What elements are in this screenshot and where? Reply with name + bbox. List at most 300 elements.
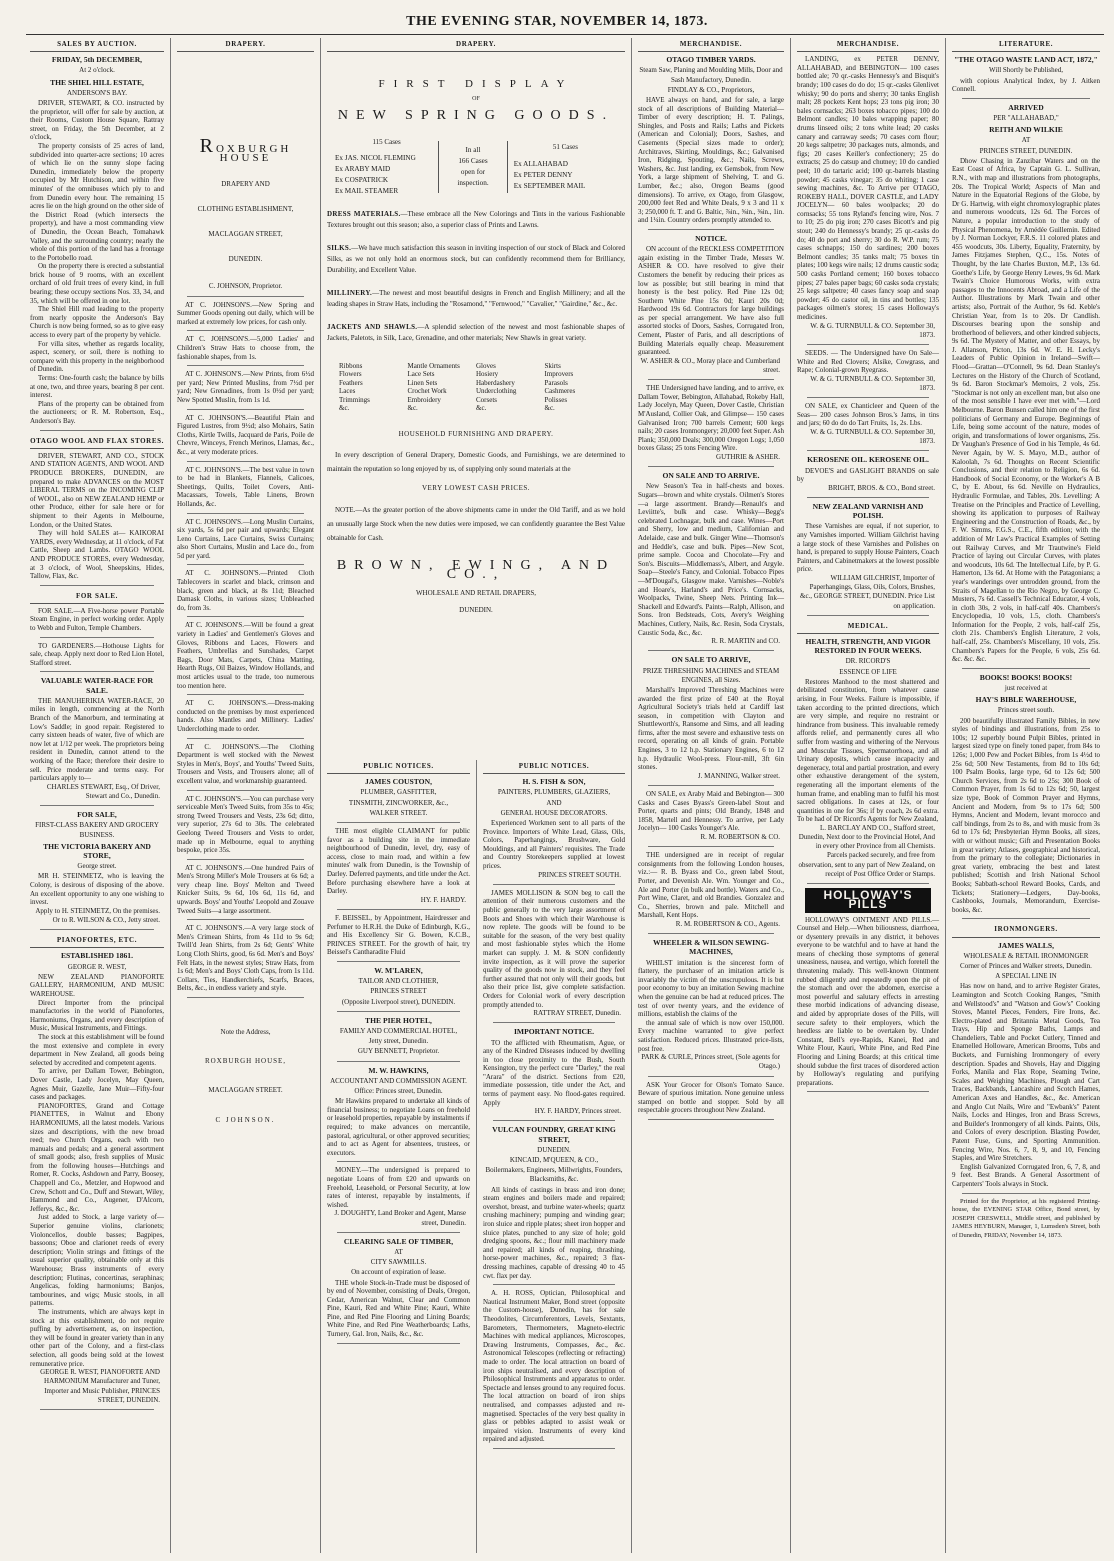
ad-signature: PRINCES STREET SOUTH. <box>538 870 621 879</box>
advertisement <box>797 637 939 879</box>
ad-subtitle: George street. <box>77 862 117 871</box>
ad-line: DUNEDIN. <box>228 255 263 264</box>
paragraph-text: —These embrace all the New Colorings and Tints in the various Fashionable Textures brought out this season; also, a superior class of Prints and Lawns. <box>327 210 625 230</box>
ad-text: Plans of the property can be obtained from the auctioneers; or R. M. Robertson, Esq., Anderson's Bay. <box>30 399 164 425</box>
ad-text: These Varnishes are equal, if not superior, to any Varnishes imported. William Gilchrist having a large stock of these Varnishes and Polishes on hand, is prepared to supply House Painters, Coach Painters, and Cabinetmakers at the lowest possible price. <box>797 522 939 574</box>
ad-divider <box>337 822 460 823</box>
johnson-ad: AT C. JOHNSON'S.—New Spring and Summer Goods opening out daily, which will be marked at extremely low prices, for cash only. <box>177 300 314 326</box>
ad-subtitle: AT <box>394 1247 403 1256</box>
ad-title: H. S. FISH & SON, <box>522 777 586 787</box>
ad-text: JAMES MOLLISON & SON beg to call the attention of their numerous customers and the public generally to the very large assortment of Boots and Shoes with which their Warehouse is now replete. The goods will be found to be suitable for the season, of the very best quality and most fashionable styles which the Home market can supply. J. M. & SON confidently invite inspection, as it will prove the superior quality of the goods now in stock, and they feel further assured that not only will their goods, but also their price list, give complete satisfaction. Orders for Colonial work of every description promptly attended to. <box>483 888 625 1009</box>
ad-text: the annual sale of which is now over 150,000. Every machine warranted to give perfect satisfaction. Reduced prices. Illustrated price-lists, post free. <box>638 1018 784 1053</box>
ad-title: KEROSENE OIL. KEROSENE OIL. <box>807 455 929 465</box>
ad-signature: HY. F. HARDY. <box>420 895 466 904</box>
item-name: &c. <box>407 404 418 413</box>
household-text: In every description of General Drapery, Domestic Goods, and Furnishings, we are determined to maintain the reputation so long enjoyed by us, of supplying only sound materials at the <box>327 450 625 473</box>
item-name: Trimmings <box>339 395 370 404</box>
ad-subtitle: GUY BENNETT, Proprietor. <box>357 1047 440 1056</box>
item-name: Hosiery <box>476 370 499 379</box>
ad-text: WHILST imitation is the sincerest form of flattery, the purchaser of an imitation article is invariably the victim of the unscrupulous. It is but poor economy to buy an imitation Sewing machine when the genuine can be had at reduced prices. The test of over twenty years, and the evidence of millions, establish the claims of the <box>638 958 784 1019</box>
item-name: Polisses <box>544 395 568 404</box>
item-name: Skirts <box>544 362 561 371</box>
ad-text: Restores Manhood to the most shattered and debilitated constitution, from whatever cause arising, in Four Weeks. Failure is impossible, if taken according to the printed directions, which are very simple, and require no restraint or hindrance from business. This invaluable remedy affords relief, and permanently cures all who suffer from wasting and withering of the Nervous and Muscular Tissues, Spermatorrhoea, and all Urinary deposits, which cause incapacity and degeneracy, total and partial prostration, and every other exhaustive derangement of the system, regenerating all the important elements of the human frame, and enabling man to fulfil his most sacred obligations. In cases at 12s, or four quantities in one for 36s; if by coach, 2s 6d extra. To be had of Dr Ricord's Agents for New Zealand, <box>797 677 939 824</box>
ad-divider <box>648 229 774 230</box>
section-heading: PUBLIC NOTICES. <box>483 760 625 774</box>
section-heading: MERCHANDISE. <box>638 38 784 52</box>
ad-text: New Season's Tea in half-chests and boxes. Sugars—brown and white crystals. Oilmen's Stores—a large assortment. Brandy—Renault's and Leviitte's, bulk and case. Whisky—Begg's celebrated Lochnagar, bulk and case. Wines—Port and Sherry, low and medium, Californian and Adelaide, case and bulk. Ginger Wine—Thomson's and Heddle's, case and bulk. Pipes—New Scot, prime sample. Cocoa and Chocolate—Fry and Son's. Biscuits—Middlemass's, Albert, and Argyle. Soap—Steele's Fancy, and Colonial. Tobacco Pipes—M'Dougal's, Glasgow make. Varnishes—Noble's and Hoare's, Harland's and Price's. Cornsacks, Woolpacks, Twine, Sheep Nets. Printing Ink—Shackell and Edward's. Paints—Ralph, Allison, and Sons. Iron Bedsteads, Cots, Avery's Weighing Machines, Cutlery, Nails, &c. Resin, Soda Crystals, Caustic Soda, &c., &c. <box>638 482 784 637</box>
ad-subtitle: PRINCES STREET <box>370 987 427 996</box>
column-public-notices-a <box>321 760 476 1553</box>
ad-title: ON SALE TO ARRIVE, <box>671 655 751 665</box>
item-name: Parasols <box>544 378 568 387</box>
ad-subtitle: GENERAL HOUSE DECORATORS. <box>500 808 608 817</box>
ad-subtitle: FINDLAY & CO., Proprietors, <box>667 85 755 94</box>
first-display-heading: FIRST DISPLAY <box>378 78 574 91</box>
item-name: Haberdashery <box>476 378 515 387</box>
ad-line: Note the Address, <box>220 1028 271 1036</box>
ad-signature: R. M. ROBERTSON & CO. <box>700 833 780 842</box>
ad-signature: BRIGHT, BROS. & CO., Bond street. <box>828 483 935 492</box>
ad-divider <box>807 344 929 345</box>
ad-text: On the property there is erected a substantial brick house of 9 rooms, with an excellent orchard of old fruit trees of every kind, in full bearing; these occupy sections Nos. 33, 34, and 35, which will be offered in one lot. <box>30 262 164 305</box>
ad-signature: CHARLES STEWART, Esq., Of Driver, Stewart and Co., Dunedin. <box>46 782 160 800</box>
ad-subtitle: AND <box>546 798 562 807</box>
ad-signature: L. BARCLAY AND CO., Stafford street, Dunedin, Next door to the Provincial Hotel, And in every other Province from all Chemists. Parcels packed securely, and free from observation, sent to any part of New Zealand, on receipt of Post Office Order or Stamps. <box>798 823 935 878</box>
advertisement <box>30 607 164 633</box>
ad-divider <box>187 564 304 565</box>
ad-text: Dhow Chasing in Zanzibar Waters and on the East Coast of Africa, by Captain G. L. Sullivan, R.N., with map and illustrations from photographs, 20s. The Tropical World; Aspects of Man and Nature in the Equatorial Regions of the Globe, by Dr G. Hartwig, with eight chromoxylographic plates and numerous woodcuts, 12s 6d. The Forces of Nature, a popular introduction to the study of Physical Phenomena, by Amédée Guillemin. Edited by J. Norman Lockyer, F.R.S. 11 colored plates and 455 woodcuts, 30s. Liberty, Equality, Fraternity, by James Fitzjames Stephen, Q.C., 15s. Notes of Thought, by the late Charles Buxton, M.P., 13s 6d. Goethe's Life, by George Henry Lewes, 9s 6d. Mark Twain's Choice Humorous Works, with extra passages to the Innocents Abroad, and a Life of the Author. Illustrations by Mark Twain and other artists; also, Portrait of the Author, 9s 6d. Keble's Christian Year, from 1s to 20s. Dr Candlish. Discourses bearing upon the sonship and brotherhood of believers, and other kindred subjects, 9s 6d. The Mystery of Matter, and other Essays, by J. Allanson, Picton, 13s 6d. W. E. H. Lecky's Leaders of Public Opinion in Ireland—Swift—Flood—Grattan—O'Connell, 9s 6d. Dean Stanley's Lectures on the History of the Church of Scotland, 9s 6d. Baron Stockmar's Memoirs, 2 vols, 25s. "Stockmar is not only an excellent man, but also one of the most sensible I have ever met with."—Lord Melbourne. Baron Bunsen called him one of the first politicians of Germany and Europe. Beginnings of Life, being some account of the nature, modes of origin, and transformations of lower organisms, 25s. Dr Vaughan's Presence of God in his Temple, 4s 6d. Never Again, by W. S. Mayo, M.D., author of Kaloolah, 7s 6d. Thoughts on Recent Scientific Conclusions, and their relation to Religion, 6s 6d. Handbook of Social Economy, or the Worker's A B C, by E. About, 6s 6d. Neville on Hydraulics, Hydraulic Formulae, and Tables, 20s. Levelling: A Treatise on the Principles and Practice of Levelling, showing its application to purposes of Railway Engineering and the Construction of Roads, &c., by F. W. Simms, F.G.S., C.E., fifth edition; with the addition of Mr Law's Practical Examples of Setting out Railway Curves, and Mr Trautwine's Field Practice of laying out Circular Curves, with plates and woodcuts, 10s 6d. The Intellectual Life, by P. G. Hamerton, 13s 6d. At Home with the Patagonians; a year's wanderings over untrodden ground, from the Straits of Magellan to the Rio Negro, by George C. Musters, 7s 6d. Cassell's Technical Educator, 4 vols, in cloth 30s, 2 vols, in half-calf 40s. Chambers's Encyclopedia, 10 vols, 1.5, cloth. Chambers's Information for the People, 2 vols, half-calf 25s, cloth 21s. Chambers's English Literature, 2 vols, half-calf, 25s. Chambers's Miscellany, 10 vols, 25s. Chambers's Papers for the People, 6 vols, 25s 6d. &c. &c. &c. <box>952 156 1100 664</box>
ad-title: FOR SALE, <box>77 810 117 820</box>
ad-text: DEVOE'S and GASLIGHT BRANDS on sale by <box>797 466 939 484</box>
ad-subtitle: AT <box>1021 136 1031 145</box>
ad-divider <box>962 668 1090 669</box>
shipments-right <box>508 143 617 191</box>
ad-divider <box>648 1119 774 1120</box>
advertisement <box>327 966 470 1007</box>
column-merchandise-a <box>632 38 790 1553</box>
ad-text: THE MANUHERIKIA WATER-RACE, 20 miles in length, commencing at the North Branch of the Manorburn, and terminating at Low's Saddle; in good repair. Registered to carry sixteen heads of water, five of which are now let at 1/12 per week. The proprietors being resident in Dunedin, cannot attend to the working of the Race; therefore their desire to sell. Price moderate and terms easy. For particulars apply to— <box>30 696 164 783</box>
johnson-ad: AT C. JOHNSON'S.—You can purchase very serviceable Men's Tweed Suits, from 35s to 45s; strong Tweed Trousers and Vests, 23s 6d; ditto, very superior, 27s 6d to 30s. The celebrated Geelong Tweed Trousers and Vests to order, made up in Melbourne, equal to anything bespoke, price 35s. <box>177 794 314 855</box>
column-literature <box>946 38 1106 1553</box>
item-name: Laces <box>339 387 356 396</box>
ad-subtitle: PLUMBER, GASFITTER, <box>360 788 437 797</box>
advertisement <box>30 642 164 668</box>
ad-signature: Apply to H. STEINMETZ, On the premises. Or to R. WILSON & CO., Jetty street. <box>35 906 160 924</box>
item-name: Corsets <box>476 395 497 404</box>
ship-name: Ex SEPTEMBER MAIL <box>513 181 586 190</box>
cases-box-line: In all <box>465 146 481 155</box>
ad-divider <box>337 1232 460 1233</box>
item-name: Embroidery <box>407 395 441 404</box>
ad-divider <box>493 1022 615 1023</box>
ad-subtitle: ESSENCE OF LIFE <box>839 667 897 676</box>
ad-divider <box>187 616 304 617</box>
ad-text: SEEDS. — The Undersigned have On Sale— White and Red Clovers; Alsike, Cowgrass, and Rape; Colonial-grown Ryegrass. <box>797 349 939 375</box>
advertisement <box>638 384 784 462</box>
ship-name: Ex ARABY MAID <box>335 165 391 174</box>
ad-divider <box>962 1193 1090 1194</box>
shipments-block <box>327 138 625 197</box>
ad-subtitle: DR. RICORD'S <box>845 657 891 666</box>
ad-text: They will hold SALES at— KAIKORAI YARDS, every Wednesday, at 11 o'clock, of Fat Cattle, Sheep and Lambs. OTAGO WOOL AND PRODUCE STORES, every Wednesday, at 3 o'clock, of Wool, Sheepskins, Hides, Tallow, Flax, &c. <box>30 529 164 581</box>
advertisement <box>483 1027 625 1116</box>
ad-divider <box>962 918 1090 919</box>
ad-subtitle: (Opposite Liverpool street), DUNEDIN. <box>341 997 456 1006</box>
ships-list <box>335 153 438 197</box>
item-name: &c. <box>339 404 350 413</box>
johnson-ad: AT C. JOHNSON'S.—Will be found a great variety in Ladies' and Gentlemen's Gloves and Gloves, Ribbons and Laces, Flowers and Feathers, Umbrellas and Sunshades, Carpet Bags, Door Mats, Carpets, China Matting, Hearth Rugs, Oil Baizes, Window Hollands, and most articles usual to the trade, too numerous too mention here. <box>177 621 314 690</box>
johnson-ad: AT C. JOHNSON'S.—The best value in town to be had in Blankets, Flannels, Calicoes, Sheetings, Quilts, Toilet Covers, Anti-Macassars, Towels, Table Linens, Brown Hollands, &c. <box>177 465 314 508</box>
johnson-ad: AT C. JOHNSON'S.—Dress-making conducted on the premises by most experienced hands. Also Mantles and Millinery. Ladies' Underclothing made to order. <box>177 699 314 733</box>
ad-subtitle: DUNEDIN. <box>537 1145 571 1154</box>
ad-text: MR H. STEINMETZ, who is leaving the Colony, is desirous of disposing of the above. An excellent opportunity to any one wishing to invest. <box>30 872 164 907</box>
item-name: &c. <box>544 404 555 413</box>
ad-subtitle: A SPECIAL LINE IN <box>995 972 1057 981</box>
ad-title: NEW ZEALAND VARNISH AND POLISH. <box>812 501 924 521</box>
ad-title: VULCAN FOUNDRY, GREAT KING STREET, <box>492 1125 616 1144</box>
advertisement <box>483 889 625 1019</box>
items-column <box>545 362 614 412</box>
ad-title: BOOKS! BOOKS! BOOKS! <box>979 672 1073 682</box>
ad-title: M. W. HAWKINS, <box>368 1065 429 1075</box>
drapery-paragraph <box>327 243 625 276</box>
ad-divider <box>187 330 304 331</box>
ad-divider <box>493 1120 615 1121</box>
advertisement <box>797 55 939 340</box>
advertisement <box>797 455 939 493</box>
ad-divider <box>187 694 304 695</box>
note-address-ad <box>177 1028 314 1125</box>
ad-divider <box>337 1011 460 1012</box>
ad-signature: W. ASHER & CO., Moray place and Cumberland street. <box>640 356 780 375</box>
advertisement <box>638 655 784 781</box>
ad-title: JAMES COUSTON, <box>365 777 432 787</box>
item-name: Crochet Work <box>407 387 447 396</box>
advertisement <box>797 502 939 611</box>
ad-subtitle: TINSMITH, ZINCWORKER, &c., <box>348 798 449 807</box>
ad-divider <box>337 1061 460 1062</box>
ad-subtitle: just received at <box>1004 684 1048 693</box>
ad-divider <box>187 461 304 462</box>
ad-line: C JOHNSON. <box>215 1115 276 1124</box>
ad-signature: PARK & CURLE, Princes street, (Sole agents for Otago.) <box>641 1053 780 1071</box>
ad-title: HAY'S BIBLE WAREHOUSE, <box>975 695 1077 705</box>
johnson-ad: AT C. JOHNSON'S.—Printed Cloth Tablecovers in scarlet and black, crimson and black, green and black, at 8s 11d; Bleached Damask Cloths, in various sizes; Unbleached do, from 3s. <box>177 569 314 612</box>
advertisement <box>638 55 784 225</box>
ad-divider <box>187 296 304 297</box>
column-public-notices-b <box>477 760 631 1553</box>
ad-title: "THE OTAGO WASTE LAND ACT, 1872," <box>954 55 1098 65</box>
ad-title: FRIDAY, 5th DECEMBER, <box>51 55 143 65</box>
ad-divider <box>40 1409 154 1410</box>
paragraph-text: —The newest and most beautiful designs in French and English Millinery; and all the leading shapes in Straw Hats, including the "Rosamond," "Fernwood," "Cavalier," "Gairdine," &c., &c. <box>327 289 625 309</box>
ad-divider <box>187 919 304 920</box>
ad-signature: R. M. ROBERTSON & CO., Agents. <box>675 919 780 928</box>
ad-signature: J. DOUGHTY, Land Broker and Agent, Manse street, Dunedin. <box>334 1209 466 1227</box>
ad-divider <box>807 397 929 398</box>
ad-text: For villa sites, whether as regards locality, aspect, scenery, or soil, there is nothing to compare with this property in the neighborhood of Dunedin. <box>30 339 164 374</box>
ad-text: All kinds of castings in brass and iron done; steam engines and boilers made and repaired; overshot, breast, and turbine water-wheels; quartz crushing machinery; pumping and winding gear; iron sluice and ripple plates; sheet iron hopper and sluice plates, punched to any size of hole; gold dredging spoons, &c.; flour mill machinery made and repaired; all kinds of reaping, thrashing, horse-power machines, &c., repaired; 3 flax-dressing machines, capable of dressing 40 to 45 cwt. flax per day. <box>483 1185 625 1280</box>
ship-name: Ex MAIL STEAMER <box>335 187 399 196</box>
ad-divider <box>493 1284 615 1285</box>
shipments-left <box>335 138 438 197</box>
ad-subtitle: Jetty street, Dunedin. <box>368 1037 429 1046</box>
ad-signature: WILLIAM GILCHRIST, Importer of Paperhangings, Glass, Oils, Colors, Brushes, &c., GEORGE STREET, DUNEDIN. Price List on application. <box>800 573 935 610</box>
ad-subtitle: At 2 o'clock. <box>79 66 115 75</box>
ad-divider <box>337 1161 460 1162</box>
advertisement <box>30 951 164 1405</box>
item-name: Mantle Ornaments <box>407 362 460 371</box>
ad-text: FOR SALE.—A Five-horse power Portable Steam Engine, in perfect working order. Apply to Webb and Fulton, Temple Chambers. <box>30 606 164 633</box>
ad-subtitle: PRIZE THRESHING MACHINES and STEAM ENGINES, all Sizes. <box>642 666 780 684</box>
ad-text: THE whole Stock-in-Trade must be disposed of by end of November, consisting of Deals, Oregon, Cedar, American Walnut, Clear and Common Pine, Kauri, Red and White Pine; Kauri, White Pine, and Red Pine Flooring and Lining Boards; White Pine, and Red Pine Weatherboards; Laths, Turnery, Gal. Iron, Nails, &c., &c. <box>327 1278 470 1339</box>
section-heading: FOR SALE. <box>30 590 164 604</box>
cases-count: 51 Cases <box>552 143 578 152</box>
ad-divider <box>337 1343 460 1344</box>
ad-text: The Shiel Hill road leading to the property from nearly opposite the Anderson's Bay Church is now being formed, so as to give easy access to every part of the property by vehicle. <box>30 305 164 340</box>
ad-divider <box>337 909 460 910</box>
item-name: &c. <box>476 404 487 413</box>
household-heading: HOUSEHOLD FURNISHING AND DRAPERY. <box>398 430 554 439</box>
ad-text: The instruments, which are always kept in stock at this establishment, do not require puffing by advertisement, as, on inspection, they will be found in greater variety than in any other part of the Colony, and a first-class selection, all goods being sold at the lowest remunerative price. <box>30 1307 164 1368</box>
ad-divider <box>40 671 154 672</box>
ad-line: MACLAGGAN STREET. <box>208 1086 283 1095</box>
ship-name: Ex PETER DENNY <box>513 170 573 179</box>
ad-text: TO the afflicted with Rheumatism, Ague, or any of the Kindred Diseases induced by dwelling in too close proximity to the Bush, South Kensington, try the perfect cure "Darley," the real "Arara" of the district. Sections from £20, immediate possession, title under the Act, and terms of payment easy. No flood-gates required. Apply <box>483 1038 625 1107</box>
ad-title: HEALTH, STRENGTH, AND VIGOR RESTORED IN FOUR WEEKS. <box>805 636 931 656</box>
ad-divider <box>40 430 154 431</box>
ad-divider <box>648 466 774 467</box>
advertisement <box>30 676 164 801</box>
ad-title: ROXBURGH HOUSE <box>199 135 292 165</box>
johnson-ad: AT C. JOHNSON'S.—One hundred Pairs of Men's Strong Miller's Mole Trousers at 6s 6d; a very cheap line. Boys' Melton and Tweed Knicker Suits, 9s 6d, 10s 6d, 11s 6d, and upwards. Boys' and Youths' Leopold and Zouave Tweed Suits—a large assortment. <box>177 863 314 915</box>
ad-divider <box>807 615 929 616</box>
new-spring-heading: NEW SPRING GOODS. <box>337 107 615 123</box>
johnson-ad: AT C. JOHNSON'S.—New Prints, from 6½d per yard; New Printed Muslins, from 7½d per yard; New Grenadines, from 1s 0½d per yard; New Spotted Muslin, from 1s 1d. <box>177 370 314 404</box>
ad-signature: W. & G. TURNBULL & CO. September 30, 1873. <box>810 321 935 339</box>
ad-signature: R. R. MARTIN and CO. <box>711 637 780 646</box>
ad-title: IMPORTANT NOTICE. <box>513 1027 595 1037</box>
ad-signature: HY. F. HARDY, Princes street. <box>534 1107 621 1116</box>
item-name: Ribbons <box>339 362 363 371</box>
ad-text: To arrive, per Dallam Tower, Bebington, Dover Castle, Lady Jocelyn, May Queen, Agnes Muir, Gazelle, Jane Muir—Fifty-four cases and packages. <box>30 1067 164 1102</box>
advertisement <box>30 810 164 925</box>
ad-divider <box>648 1076 774 1077</box>
advertisement <box>327 1166 470 1227</box>
advertisement <box>952 673 1100 914</box>
ad-subtitle: Office: Princes street, Dunedin. <box>354 1086 443 1095</box>
item-name: Cashmeres <box>544 387 576 396</box>
column-drapery-brown-ewing <box>321 38 631 758</box>
drapery-paragraph <box>327 288 625 310</box>
masthead: THE EVENING STAR, NOVEMBER 14, 1873. <box>406 14 708 29</box>
ad-text: HOLLOWAY'S OINTMENT AND PILLS.—Counsel and Help.—When biliousness, diarrhoea, or dysentery prevails in any district, it behoves everyone to be watchful and to have at hand the means of checking those symptoms of general uneasiness, nausea, and vertigo, which foretell the threatening malady. This well-known Ointment rubbed diligently and repeatedly upon the pit of the stomach and over the abdomen, exercise a most powerful and salutary effects in arresting these morbid indications of advancing disease, and aided by appropriate doses of the Pills, will secure safety to their employers, which the heedless are liable to be overtaken by. Under Constant, Bell's eye-Rapids, Kanei, Red and White Flour, Kauri, White Pine, and Red Pine Flooring and Lining Boards; at this critical time should subdue the first traces of disordered action by Holloway's regulating and purifying preparations. <box>797 915 939 1087</box>
column-merchandise-b <box>791 38 945 1553</box>
ad-title: ON SALE AND TO ARRIVE. <box>662 471 760 481</box>
ad-text: ASK Your Grocer for Olson's Tomato Sauce. Beware of spurious imitation. None genuine unless stamped on bottle and stopper. Sold by all respectable grocers throughout New Zealand. <box>638 1080 784 1115</box>
items-column <box>408 362 477 412</box>
ad-title: OTAGO TIMBER YARDS. <box>666 55 756 65</box>
ad-divider <box>807 450 929 451</box>
printer-imprint: Printed for the Proprietor, at his registered Printing-house, the EVENING STAR Office, Bond street, by JOSEPH CRESWELL, Middle street, and published by JAMES HEYBURN, Manager, 1, Lumsden's Street, both of Dunedin, FRIDAY, November 14, 1873. <box>952 1197 1100 1239</box>
ad-subtitle: Princes street south. <box>997 706 1055 715</box>
ad-subtitle: FIRST-CLASS BAKERY AND GROCERY BUSINESS. <box>35 821 159 839</box>
advertisement <box>797 402 939 446</box>
ad-divider <box>493 1448 615 1449</box>
section-heading: PIANOFORTES, ETC. <box>30 934 164 948</box>
ad-signature: W. & G. TURNBULL & CO. September 30, 1873. <box>810 427 935 446</box>
paragraph-lead: SILKS. <box>327 244 352 253</box>
ad-divider <box>40 929 154 930</box>
ad-divider <box>337 961 460 962</box>
advertisement <box>30 55 164 425</box>
ad-line: DRAPERY AND <box>221 179 270 188</box>
ad-subtitle: PRINCES STREET, DUNEDIN. <box>979 146 1073 155</box>
johnson-ad: AT C. JOHNSON'S.—The Clothing Department is well stocked with the Newest Styles in Men's, Boys', and Youths' Tweed Suits, Trousers and Vests, and Trousers alone; all of excellent value, and workmanship guaranteed. <box>177 742 314 785</box>
item-name: Gloves <box>476 362 496 371</box>
section-heading: LITERATURE. <box>952 38 1100 52</box>
drapery-paragraph <box>327 209 625 231</box>
ad-divider <box>648 846 774 847</box>
ad-text: LANDING, ex PETER DENNY, ALLAHABAD, and BEBINGTON— 100 cases bottled ale; 70 qr.-casks Hennessy's and Bisquit's brandy; 100 cases do do do; 15 qr.-casks Glenlivet whisky; 90 do ports and sherry; 30 tanks English malt; 28 pockets Kent hops; 23 tons pig iron; 30 bales cornsacks; 263 boxes tobacco pipes; 100 do Belmont candles; 10 bales wrapping paper; 80 drums linseed oils; 2 tons white lead; 20 casks canary and carraway seeds; 70 cases corn flour; 20 kegs saltpetre; 30 packages nuts, almonds, and figs; 20 cases Keiller's confectionery; 25 do extracts; 25 do catsup and chutney; 10 do candied peel; 10 do tartaric acid; 100 qr.-barrels blasting powder; 45 casks vinegar; 35 do whiting; 1 case sewing machines, &c. To Arrive per OTAGO, ROKEBY HALL, DOVER CASTLE, and LADY JOCELYN— 60 bales woolpacks; 20 do cornsacks; 55 tons Ryland's fencing wire, Nos. 7 to 10; 25 do pig iron; 270 cases Bicott's and pig stout; 240 do Hennessy's brandy; 25 qr.-casks do do; 40 do port and sherry; 30 do R. W.P. rum; 75 cases schnapps; 150 do sardines; 200 boxes Belmont candles; 35 tanks malt; 75 boxes tin plates; 100 kegs wire nails; 12 drums caustic soda; 500 casks Portland cement; 160 boxes tobacco pipes; 27 bales paper bags; 60 casks soda crystals; 25 kegs saltpetre; 40 cases fancy soap and soap powder; 45 do castor oil, in tins and bottles; 135 packages oilmen's stores; 15 cases Holloway's medicines. <box>797 55 939 322</box>
lowest-prices: VERY LOWEST CASH PRICES. <box>421 483 531 492</box>
ad-title: ESTABLISHED 1861. <box>60 951 134 961</box>
advertisement <box>327 1066 470 1158</box>
column-drapery-johnson <box>171 38 320 1553</box>
ad-title: NOTICE. <box>695 233 727 243</box>
ad-subtitle: GEORGE R. WEST, <box>67 962 127 971</box>
ad-title: W. M'LAREN, <box>374 965 423 975</box>
ad-divider <box>493 884 615 885</box>
advertisement <box>952 941 1100 1189</box>
holloway-pills-banner: HOLLOWAY'S PILLS <box>805 888 931 912</box>
ad-subtitle: ACCOUNTANT AND COMMISSION AGENT. <box>330 1076 467 1085</box>
ad-line: ROXBURGH HOUSE, <box>204 1057 287 1066</box>
advertisement <box>327 777 470 818</box>
ad-divider <box>187 409 304 410</box>
paragraph-lead: JACKETS AND SHAWLS. <box>327 323 418 332</box>
masthead-rule <box>26 34 1104 35</box>
advertisement <box>638 938 784 1071</box>
ship-name: Ex ALLAHABAD <box>513 159 568 168</box>
ad-title: THE SHIEL HILL ESTATE, <box>50 77 144 87</box>
ad-divider <box>807 497 929 498</box>
item-name: Feathers <box>339 378 363 387</box>
ad-divider <box>40 585 154 586</box>
ad-text: Experienced Workmen sent to all parts of the Province. Importers of White Lead, Glass, Oils, Colors, Paperhangings, Brushware, Gold Mouldings, and all Painters' requisites. The Trade and Country Storekeepers supplied at lowest prices. <box>483 819 625 870</box>
cases-box <box>438 141 508 193</box>
ad-text: Marshall's Improved Threshing Machines were awarded the first prize of £40 at the Royal Agricultural Society's trials held at Cardiff last season, in competition with Clayton and Shuttleworth's, Ransome and Sims, and all leading firms, after the most severe and exhaustive tests on record, operating on all kinds of grain. Portable Engines, 3 to 12 h.p. Stationary Engines, 6 to 12 h.p. Hydraulic Wool-press. Flour-mill, 3ft 6in stones. <box>638 685 784 772</box>
ad-divider <box>962 98 1090 99</box>
ad-subtitle: PAINTERS, PLUMBERS, GLAZIERS, <box>497 788 611 797</box>
ad-text: A. H. ROSS, Optician, Philosophical and Nautical Instrument Maker, Bond street (opposite the Custom-house), Dunedin, has for sale Theodolites, Circumferentors, Levels, Sextants, Barometers, Thermometers, Magneto-electric Machines with medical appliances, Microscopes, Drawing Instruments, Compasses, &c., &c. Astronomical Telescopes (reflecting or refracting) made to order. The local attraction on board of iron ships neutralised, and every description of Philosophical Instruments and apparatus to order. Spectacle and lenses ground to any required focus. The local attraction on board of iron ships neutralised, and compasses adjusted and re-magnetised. Spectacles of the very best quality in glass or pebbles adapted to assist weak or impaired vision. Instruments of every kind repaired and adjusted. <box>483 1289 625 1444</box>
ad-text: DRIVER, STEWART, AND CO., STOCK AND STATION AGENTS, AND WOOL AND PRODUCE BROKERS, DUNEDIN, are prepared to make ADVANCES on the MOST LIBERAL TERMS on the INCOMING CLIP of WOOL, also on NEW ZEALAND HEMP or other Produce, either for sale here or for shipment to their Agents in Melbourne, London, or the United States. <box>30 451 164 529</box>
ad-divider <box>187 790 304 791</box>
ad-signature: GUTHRIE & ASHER. <box>716 453 780 461</box>
items-column <box>476 362 545 412</box>
ad-subtitle: TAILOR AND CLOTHIER, <box>358 977 439 986</box>
section-heading: SALES BY AUCTION. <box>30 38 164 52</box>
ad-text: TO GARDENERS.—Hothouse Lights for sale, cheap. Apply next door to Red Lion Hotel, Stafford street. <box>30 641 164 667</box>
advertisement <box>30 452 164 581</box>
ad-text: F. BEISSEL, by Appointment, Hairdresser and Perfumer to H.R.H. the Duke of Edinburgh, K.G., and His Excellency Sir G. Bowen, K.C.B., PRINCES STREET. For the growth of hair, try Beissel's Cantharadite Fluid <box>327 913 470 957</box>
ad-divider <box>648 650 774 651</box>
johnson-ad: AT C. JOHNSON'S.—Beautiful Plain and Figured Lustres, from 9½d; also Mohairs, Satin Cloths, Kirtle Twills, Jacquard de Paris, Poile de Chevre, Winceys, French Merinos, Llamas, &c., &c., at very moderate prices. <box>177 413 314 456</box>
item-name: Linen Sets <box>407 378 438 387</box>
ad-subtitle: Will Shortly be Published, <box>989 66 1063 75</box>
advertisement <box>952 103 1100 664</box>
advertisement <box>483 1125 625 1280</box>
section-heading: PUBLIC NOTICES. <box>327 760 470 774</box>
ad-text: THE Undersigned have landing, and to arrive, ex Dallam Tower, Bebington, Allahabad, Rokeby Hall, Lady Jocelyn, May Queen, Dover Castle, Christian M'Ausland, Collier Oak, and Glimpse— 150 cases Galvanised Iron; 700 barrels Cement; 600 kegs nails; 20 cases Ironmongery; 20,000 feet Super. Ash Plank; 350,000 Deals; 300,000 Oregon Logs; 1,050 boxes Glass; 25 tons Fencing Wire. <box>638 384 785 453</box>
advertisement <box>483 777 625 880</box>
ad-text: English Galvanized Corrugated Iron, 6, 7, 8, and 9 feet. Best Brands. A General Assortment of Carpenters' Tools always in Stock. <box>952 1162 1100 1188</box>
ad-line: MACLAGGAN STREET, <box>208 230 283 239</box>
items-column <box>339 362 408 412</box>
ad-divider <box>187 859 304 860</box>
section-heading: MERCHANDISE. <box>797 38 939 52</box>
ad-subtitle: WHOLESALE & RETAIL IRONMONGER <box>963 951 1089 960</box>
section-heading: OTAGO WOOL AND FLAX STORES. <box>30 435 164 449</box>
advertisement <box>797 888 939 1087</box>
ad-divider <box>40 805 154 806</box>
ad-text: HAVE always on hand, and for sale, a large stock of all descriptions of Building Material— Timber of every description; H. T. Palings, Shingles, and Posts and Rails; Laths and Pickets (American and Colonial); Doors, Sashes, and Casements (Special sizes made to order); Architraves, Skirting, Mouldings, &c.; Galvanised Iron, Ridging, Spouting, &c.; Nails, Screws, Washers, &c. Just landing, ex Gemsbok, from New York, a large shipment of Shelving, T. and G. Lumber, &c.; also, Oregon Beams (good dimensions). To arrive, ex Otago, from Glasgow, 200,000 feet Red and White Deals, 9 x 3 and 11 x 3; 250,000 ft. T. and G. Baltic, ⅞in., ⅝in., ⅜in., 1in. and 1¼in. Country orders promptly attended to. <box>638 96 784 225</box>
ad-title: CLEARING SALE OF TIMBER, <box>343 1236 454 1246</box>
ad-divider <box>807 883 929 884</box>
ad-divider <box>648 379 774 380</box>
ad-text: NEW ZEALAND PIANOFORTE GALLERY, HARMONIUM, AND MUSIC WAREHOUSE. <box>30 972 164 998</box>
item-name: Flowers <box>339 370 362 379</box>
ad-subtitle: Corner of Princes and Walker streets, Dunedin. <box>960 961 1092 970</box>
section-heading: IRONMONGERS. <box>952 923 1100 937</box>
ad-line: C. JOHNSON, Proprietor. <box>208 282 283 291</box>
advertisement <box>483 1289 625 1444</box>
advertisement <box>797 349 939 393</box>
ad-line: WHOLESALE AND RETAIL DRAPERS, <box>415 589 537 598</box>
advertisement <box>327 1237 470 1339</box>
ad-title: ARRIVED <box>1008 102 1044 112</box>
ad-text: ON account of the RECKLESS COMPETITION again existing in the Timber Trade, Messrs W. ASHER & CO. have resolved to give their Customers the benefit by reducing their prices as low as possible; but still bearing in mind that honesty is the best policy. Red Pine 12s 0d; Southern White Pine 15s 0d; Kauri 20s 0d; Hardwood 19s 6d. Contractors for large buildings as per special arrangement. We have also full assorted stocks of Doors, Sashes, Corrugated Iron, Cement, Plaster of Paris, and all descriptions of Building Materials equally cheap. Measurement guaranteed. <box>638 245 784 357</box>
advertisement <box>638 790 784 842</box>
advertisement <box>327 827 470 905</box>
advertisement <box>952 55 1100 94</box>
ad-text: THE undersigned are in receipt of regular consignments from the following London houses, viz.:— R. B. Byass and Co., green label Stout, Porter, and Devenish Ale. Wm. Younger and Co., Ale and Porter (in bulk and bottle). Waters and Co., Port Wine, Claret, and old Brandies. Gonzalez and Co., Sherries, brown and pale. Mitchell and Marshall, Kent Hops. <box>638 851 784 920</box>
ad-text: 200 beautifully illustrated Family Bibles, in new styles of bindings and illustrations, from 25s to 100s; 12 superbly bound Pulpit Bibles, printed in largest sized type on finely toned paper, from 84s to 126s; 1,000 Pew and Pocket Bibles, from 1s 4½d to 25s 6d; 500 New Testaments, from 8d to 10s 6d; 100 Psalm Books, large type, 6d to 12s 6d; 500 Church Services, from 2s 6d to 25s; 300 Book of Common Prayer, from 1s 6d to 12s 6d; 50, largest size type, Book of Common Prayer and Hymns, Ancient and Modern, from 9s to 17s 6d; 500 Hymns, Ancient and Modern, levant morocco and calf bindings, from 2s to 8s, and with music from 3s 6d to 17s 6d; Presbyterian Hymn Books, all sizes, with or without music; Gift and Presentation Books in great variety; Atlases, geographical and historical, from the primary to the collegiate; Dictionaries in great variety, embracing the best and latest published; Scottish and Irish National School Books; Sabbath-school Reward Books, Cards, and Tickets; Stationery—Ledgers, Day-books, Cashbooks, Journals, Memorandum, Exercise-books, &c. <box>952 716 1100 914</box>
item-name: Underclothing <box>476 387 517 396</box>
cases-box-line: 166 Cases <box>458 157 488 166</box>
ship-name: Ex COSPATRICK <box>335 176 389 185</box>
ad-divider <box>40 637 154 638</box>
paragraph-text: —We have much satisfaction this season in inviting inspection of our stock of Black and Colored Silks, as we not only hold an enormous stock, but can confidently recommend them for Brilliancy, Durability, and Excellent Value. <box>327 244 625 275</box>
ad-divider <box>648 785 774 786</box>
ad-subtitle: KINCAID, M'QUEEN, & CO., <box>509 1156 599 1165</box>
ad-text: Terms: One-fourth cash; the balance by bills at one, two, and three years, bearing 8 per cent. interest. <box>30 374 164 400</box>
tariff-note: NOTE.—As the greater portion of the above shipments came in under the Old Tariff, and as we hold an unusually large Stock when the new duties were imposed, we can confidently guarantee the Best Value obtainable for Cash. <box>327 505 625 542</box>
ad-text: MONEY.—The undersigned is prepared to negotiate Loans of from £20 and upwards on Freehold, Leasehold, or Personal Security, at low rates of interest, repayable by instalments, if wished. <box>327 1166 470 1209</box>
paragraph-lead: DRESS MATERIALS. <box>327 210 401 219</box>
cases-count: 115 Cases <box>372 137 401 146</box>
section-heading: DRAPERY. <box>327 38 625 52</box>
drapery-paragraph <box>327 322 625 344</box>
ad-title: WHEELER & WILSON SEWING-MACHINES, <box>652 938 770 957</box>
cases-box-line: inspection. <box>457 179 489 188</box>
ad-text: THE most eligible CLAIMANT for public favor as a building site in the immediate neighbourhood of Dunedin, level, dry, easy of access, close to main road, and within a few minutes' walk from Dunedin, is the Township of Darley. Deferred payments, and title under the Act. Before purchasing elsewhere have a look at Darley. <box>327 827 470 896</box>
section-heading: MEDICAL. <box>797 620 939 634</box>
roxburgh-house-ad <box>177 135 314 291</box>
ad-line: CLOTHING ESTABLISHMENT, <box>197 204 294 213</box>
ship-name: Ex JAS. NICOL FLEMING <box>335 154 416 163</box>
ad-divider <box>807 1091 929 1092</box>
